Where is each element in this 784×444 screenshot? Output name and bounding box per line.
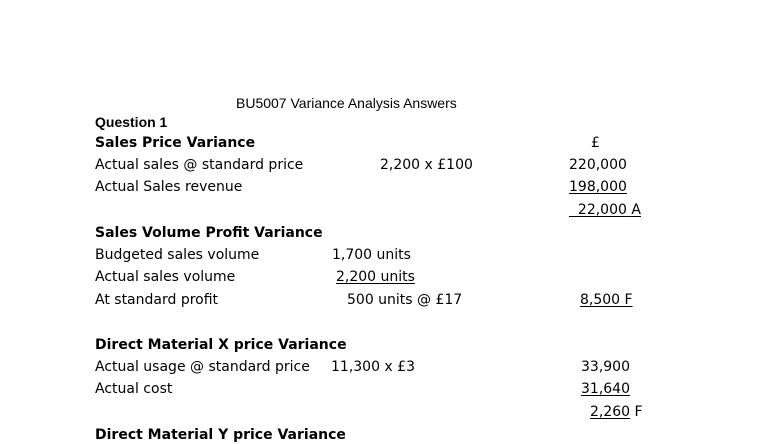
- material-x-row2-label: Actual cost: [95, 381, 173, 397]
- sales-price-variance: [569, 202, 641, 219]
- material-x-row1-value: 33,900: [581, 359, 630, 375]
- material-x-row1-calc: 11,300 x £3: [331, 359, 415, 375]
- sales-price-row2-value: 198,000: [569, 179, 627, 195]
- question-heading: Question 1: [95, 114, 168, 130]
- sales-price-row1-label: Actual sales @ standard price: [95, 157, 304, 173]
- sales-volume-heading: Sales Volume Profit Variance: [95, 225, 323, 241]
- material-x-row1-label: Actual usage @ standard price: [95, 359, 310, 375]
- sales-price-row2-label: Actual Sales revenue: [95, 179, 243, 195]
- sales-volume-row3-value: 8,500 F: [580, 292, 633, 308]
- sales-volume-row1-value: 1,700 units: [332, 247, 411, 263]
- document-title: BU5007 Variance Analysis Answers: [236, 95, 457, 111]
- sales-volume-row2-label: Actual sales volume: [95, 269, 236, 285]
- sales-volume-row1-label: Budgeted sales volume: [95, 247, 260, 263]
- sales-price-row1-calc: 2,200 x £100: [380, 157, 473, 173]
- sales-volume-row2-value: 2,200 units: [336, 269, 415, 285]
- material-y-heading: Direct Material Y price Variance: [95, 427, 346, 443]
- material-x-variance: [590, 404, 643, 421]
- material-x-row2-value: 31,640: [581, 381, 630, 397]
- sales-price-variance-amount: 22,000: [577, 202, 627, 218]
- material-x-variance-flag: F: [634, 404, 643, 420]
- sales-volume-row3-calc: 500 units @ £17: [347, 292, 463, 308]
- sales-volume-row3-label: At standard profit: [95, 292, 219, 308]
- sales-price-row1-value: 220,000: [569, 157, 627, 173]
- sales-price-variance-flag: A: [631, 202, 641, 218]
- currency-symbol: £: [591, 135, 600, 151]
- sales-price-heading: Sales Price Variance: [95, 135, 256, 151]
- material-x-variance-amount: 2,260: [590, 404, 631, 420]
- material-x-heading: Direct Material X price Variance: [95, 337, 347, 353]
